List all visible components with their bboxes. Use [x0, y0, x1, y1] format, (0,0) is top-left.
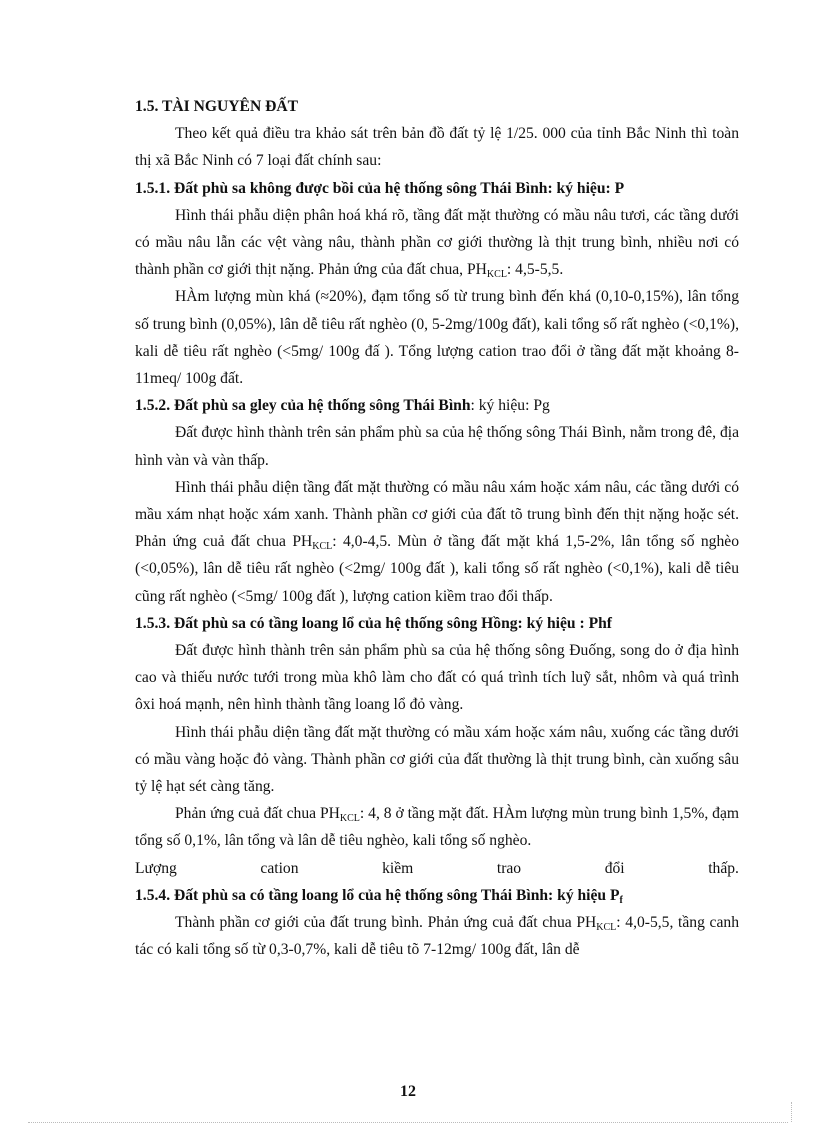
subsection-3-paragraph-3: Phản ứng cuả đất chua $PH_{KCL}$: 4, 8 ở tầng mặt đất. HÀm lượng mùn trung bình 1,5%, đạm tổng số 0,1%, lân tổng và lân dễ tiêu nghèo, kali tổng số nghèo. — [135, 805, 739, 850]
subsection-4-paragraph-1: Thành phần cơ giới của đất trung bình. Phản ứng cuả đất chua $PH_{KCL}$: 4,0-5,5, tầng canh tác có kali tổng số từ 0,3-0,7%, kali dễ tiêu tõ 7-12mg/ 100g đất, lân dễ — [135, 914, 739, 959]
subsection-3-paragraph-2: Hình thái phẫu diện tầng đất mặt thường có mầu xám hoặc xám nâu, xuống các tầng dưới có mầu vàng hoặc đỏ vàng. Thành phần cơ giới của đất thường là thịt trung bình, càn xuống sâu tỷ lệ hạt sét càng tăng. — [135, 723, 739, 796]
subsection-2-paragraph-1: Đất được hình thành trên sản phẩm phù sa của hệ thống sông Thái Bình, nằm trong đê, địa hình vàn và vàn thấp. — [135, 424, 739, 469]
section-title: 1.5. TÀI NGUYÊN ĐẤT — [135, 98, 299, 115]
subsection-2-heading: 1.5.2. Đất phù sa gley của hệ thống sông Thái Bình: ký hiệu: Pg — [135, 397, 550, 415]
section-intro: Theo kết quả điều tra khảo sát trên bản đồ đất tỷ lệ 1/25. 000 của tỉnh Bắc Ninh thì toàn thị xã Bắc Ninh có 7 loại đất chính sau: — [135, 125, 739, 170]
subsection-1-paragraph-1: Hình thái phẫu diện phân hoá khá rõ, tầng đất mặt thường có mầu nâu tươi, các tầng dưới có mầu nâu lẫn các vệt vàng nâu, thành phần cơ giới thường là thịt trung bình, nhiều nơi có thành phần cơ giới thịt nặng. Phản ứng của đất chua, $PH_{KCL}$: 4,5-5,5. — [135, 206, 739, 281]
subsection-1-heading: 1.5.1. Đất phù sa không được bồi của hệ thống sông Thái Bình: ký hiệu: P — [135, 179, 625, 197]
page-body — [135, 93, 739, 964]
subsection-2-paragraph-2: Hình thái phẫu diện tầng đất mặt thường có mầu nâu xám hoặc xám nâu, các tầng dưới có mầu xám nhạt hoặc xám xanh. Thành phần cơ giới của đất tõ trung bình đến thịt nặng hoặc sét. Phản ứng cuả đất chua $PH_{KCL}$: 4,0-4,5. Mùn ở tầng đất mặt khá 1,5-2%, lân tổng số nghèo (<0,05%), lân dễ tiêu rất nghèo (<2mg/ 100g đất ), kali tổng số rất nghèo (<0,1%), kali dễ tiêu cũng rất nghèo (<5mg/ 100g đất ), lượng cation kiềm trao đổi thấp. — [135, 478, 739, 605]
subsection-4-heading: 1.5.4. Đất phù sa có tầng loang lổ của hệ thống sông Thái Bình: ký hiệu $P_f$ — [135, 886, 623, 906]
page-corner-border — [791, 1102, 792, 1122]
page-number: 12 — [400, 1083, 416, 1100]
subsection-3-heading: 1.5.3. Đất phù sa có tầng loang lổ của hệ thống sông Hồng: ký hiệu : Phf — [135, 614, 612, 632]
subsection-3-paragraph-3-last-line: Lượng cation kiềm trao đổi thấp. — [135, 859, 739, 877]
subsection-1-paragraph-2: HÀm lượng mùn khá (≈20%), đạm tổng số từ trung bình đến khá (0,10-0,15%), lân tổng số trung bình (0,05%), lân dễ tiêu rất nghèo (0, 5-2mg/100g đất), kali tổng số rất nghèo (<0,1%), kali dễ tiêu rất nghèo (<5mg/ 100g đấ ). Tổng lượng cation trao đổi ở tầng đất mặt khoảng 8-11meq/ 100g đất. — [135, 288, 739, 388]
subsection-3-paragraph-1: Đất được hình thành trên sản phẩm phù sa của hệ thống sông Đuống, song do ở địa hình cao và thiếu nước tưới trong mùa khô làm cho đất có quá trình tích luỹ sắt, nhôm và quá trình ôxi hoá mạnh, nên hình thành tầng loang lổ đỏ vàng. — [135, 642, 739, 714]
